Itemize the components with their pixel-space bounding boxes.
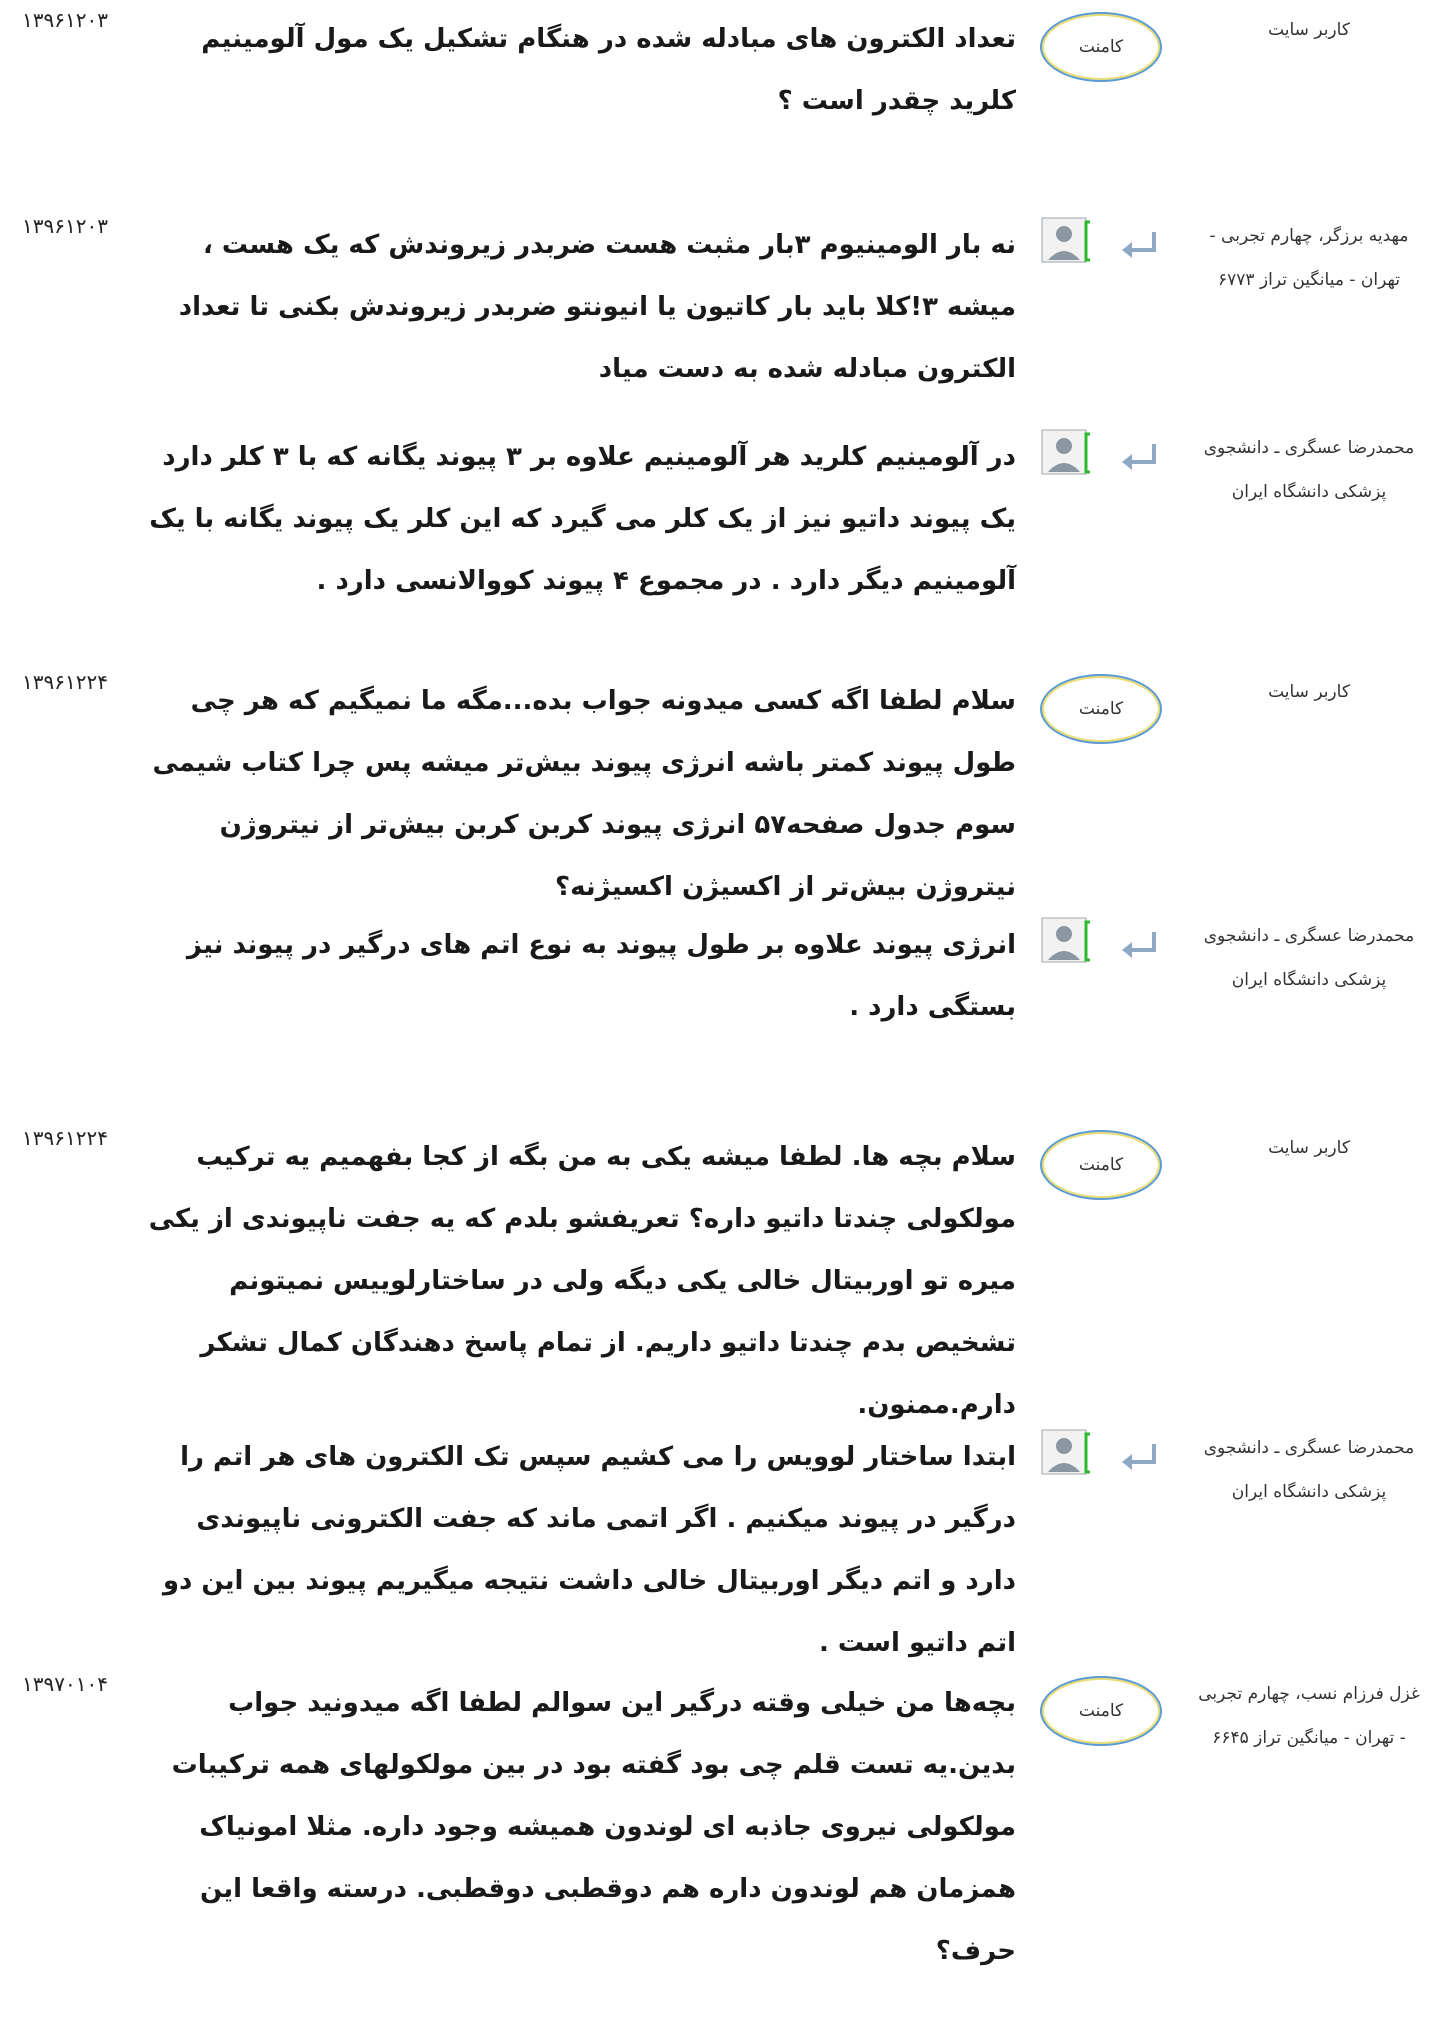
comment-tag[interactable]: کامنت <box>1040 1130 1162 1200</box>
comment-text: تعداد الکترون های مبادله شده در هنگام تشکیل یک مول آلومینیم کلرید چقدر است ؟ <box>201 24 1016 116</box>
comment-author: کاربر سایت <box>1268 682 1350 702</box>
comment-date: ۱۳۹۶۱۲۲۴ <box>22 670 108 694</box>
comment-author: غزل فرزام نسب، چهارم تجربی - تهران - میانگین تراز ۶۶۴۵ <box>1198 1684 1420 1748</box>
comment-date: ۱۳۹۶۱۲۰۳ <box>22 8 108 32</box>
reply-arrow-icon[interactable] <box>1118 440 1160 474</box>
comment-date: ۱۳۹۷۰۱۰۴ <box>22 1672 108 1696</box>
reply-arrow-icon[interactable] <box>1118 1440 1160 1474</box>
reply-text: نه بار الومینیوم ۳بار مثبت هست ضربدر زیروندش که یک هست ، میشه ۳!کلا باید بار کاتیون یا انیونتو ضربدر زیروندش بکنی تا تعداد الکترون مبادله شده به دست میاد <box>178 230 1016 384</box>
avatar-icon <box>1040 216 1100 266</box>
avatar-icon <box>1040 428 1100 478</box>
comment-tag[interactable]: کامنت <box>1040 1676 1162 1746</box>
reply-author: محمدرضا عسگری ـ دانشجوی پزشکی دانشگاه ایران <box>1203 926 1415 990</box>
avatar-icon <box>1040 1428 1100 1478</box>
reply-date: ۱۳۹۶۱۲۰۳ <box>22 214 108 238</box>
comment-text: بچه‌ها من خیلی وقته درگیر این سوالم لطفا اگه میدونید جواب بدین.یه تست قلم چی بود گفته بود در بین مولکولهای همه ترکیبات مولکولی نیروی جاذبه ای لوندون همیشه وجود داره. مثلا امونیاک همزمان هم لوندون داره هم دوقطبی دوقطبی. درسته واقعا این حرف؟ <box>171 1688 1016 1966</box>
reply-arrow-icon[interactable] <box>1118 228 1160 262</box>
comment-text: سلام بچه ها. لطفا میشه یکی به من بگه از کجا بفهمیم یه ترکیب مولکولی چندتا داتیو داره؟ تعریفشو بلدم که یه جفت ناپیوندی از یکی میره تو اوربیتال خالی یکی دیگه ولی در ساختارلوییس نمیتونم تشخیص بدم چندتا داتیو داریم. از تمام پاسخ دهندگان کمال تشکر دارم.ممنون. <box>148 1142 1016 1420</box>
comment-text: سلام لطفا اگه کسی میدونه جواب بده...مگه ما نمیگیم که هر چی طول پیوند کمتر باشه انرژی پیوند بیش‌تر میشه پس چرا کتاب شیمی سوم جدول صفحه۵۷ انرژی پیوند کربن کربن بیش‌تر از نیتروژن نیتروژن بیش‌تر از اکسیژن اکسیژنه؟ <box>152 686 1016 902</box>
comment-date: ۱۳۹۶۱۲۲۴ <box>22 1126 108 1150</box>
comment-author: کاربر سایت <box>1268 1138 1350 1158</box>
reply-text: در آلومینیم کلرید هر آلومینیم علاوه بر ۳ پیوند یگانه که با ۳ کلر دارد یک پیوند داتیو نیز از یک کلر می گیرد که این کلر یک پیوند یگانه با یک آلومینیم دیگر دارد . در مجموع ۴ پیوند کووالانسی دارد . <box>149 442 1016 596</box>
comment-tag[interactable]: کامنت <box>1040 12 1162 82</box>
reply-author: مهدیه برزگر، چهارم تجربی - تهران - میانگین تراز ۶۷۷۳ <box>1209 226 1409 290</box>
comment-author: کاربر سایت <box>1268 20 1350 40</box>
reply-text: ابتدا ساختار لوویس را می کشیم سپس تک الکترون های هر اتم را درگیر در پیوند میکنیم . اگر اتمی ماند که جفت الکترونی ناپیوندی دارد و اتم دیگر اوربیتال خالی داشت نتیجه میگیریم پیوند بین این دو اتم داتیو است . <box>162 1442 1016 1658</box>
comment-tag[interactable]: کامنت <box>1040 674 1162 744</box>
reply-author: محمدرضا عسگری ـ دانشجوی پزشکی دانشگاه ایران <box>1203 1438 1415 1502</box>
reply-arrow-icon[interactable] <box>1118 928 1160 962</box>
reply-author: محمدرضا عسگری ـ دانشجوی پزشکی دانشگاه ایران <box>1203 438 1415 502</box>
avatar-icon <box>1040 916 1100 966</box>
reply-text: انرژی پیوند علاوه بر طول پیوند به نوع اتم های درگیر در پیوند نیز بستگی دارد . <box>186 930 1016 1022</box>
